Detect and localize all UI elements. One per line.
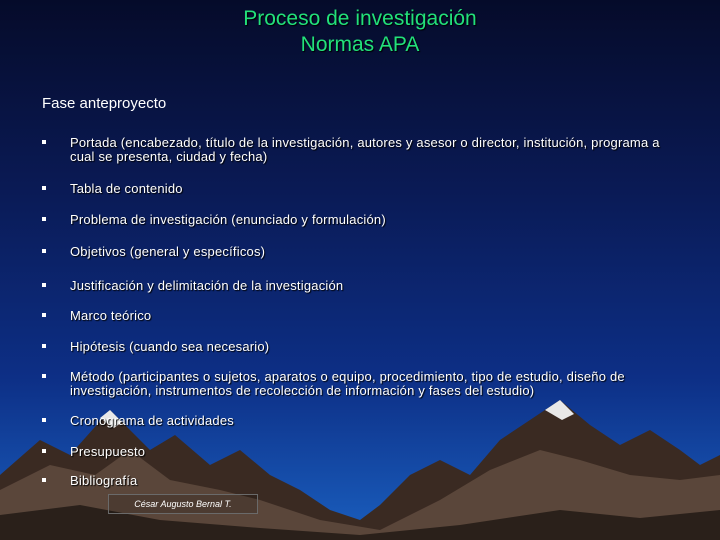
list-item-text: Objetivos (general y específicos) bbox=[70, 244, 266, 259]
list-item-text: Tabla de contenido bbox=[70, 181, 183, 196]
bullet-icon bbox=[42, 249, 46, 253]
mountain-landscape-image bbox=[0, 380, 720, 540]
bullet-icon bbox=[42, 186, 46, 190]
list-item-text: Hipótesis (cuando sea necesario) bbox=[70, 339, 270, 354]
bullet-icon bbox=[42, 478, 46, 482]
list-item-text: Método (participantes o sujetos, aparatos o equipo, procedimiento, tipo de estudio, diseño de investigación, instrumentos de recolección de información y fases del estudio) bbox=[70, 369, 625, 398]
bullet-icon bbox=[42, 283, 46, 287]
bullet-icon bbox=[42, 217, 46, 221]
list-item-text: Justificación y delimitación de la investigación bbox=[70, 278, 344, 293]
list-item-text: Marco teórico bbox=[70, 308, 152, 323]
bullet-icon bbox=[42, 449, 46, 453]
title-line-1: Proceso de investigación bbox=[243, 7, 477, 30]
list-item-text: Problema de investigación (enunciado y formulación) bbox=[70, 212, 386, 227]
bullet-icon bbox=[42, 374, 46, 378]
list-item-text: Bibliografía bbox=[70, 473, 138, 488]
title-line-2: Normas APA bbox=[300, 33, 420, 56]
slide-title bbox=[0, 6, 720, 58]
bullet-icon bbox=[42, 140, 46, 144]
author-credit: César Augusto Bernal T. bbox=[108, 494, 258, 514]
list-item-text: Cronograma de actividades bbox=[70, 413, 234, 428]
list-item-text: Presupuesto bbox=[70, 444, 146, 459]
list-item-text: Portada (encabezado, título de la investigación, autores y asesor o director, institución, programa a cual se presenta, ciudad y fecha) bbox=[70, 135, 660, 164]
section-subtitle: Fase anteproyecto bbox=[42, 95, 167, 112]
bullet-icon bbox=[42, 418, 46, 422]
bullet-icon bbox=[42, 313, 46, 317]
bullet-icon bbox=[42, 344, 46, 348]
